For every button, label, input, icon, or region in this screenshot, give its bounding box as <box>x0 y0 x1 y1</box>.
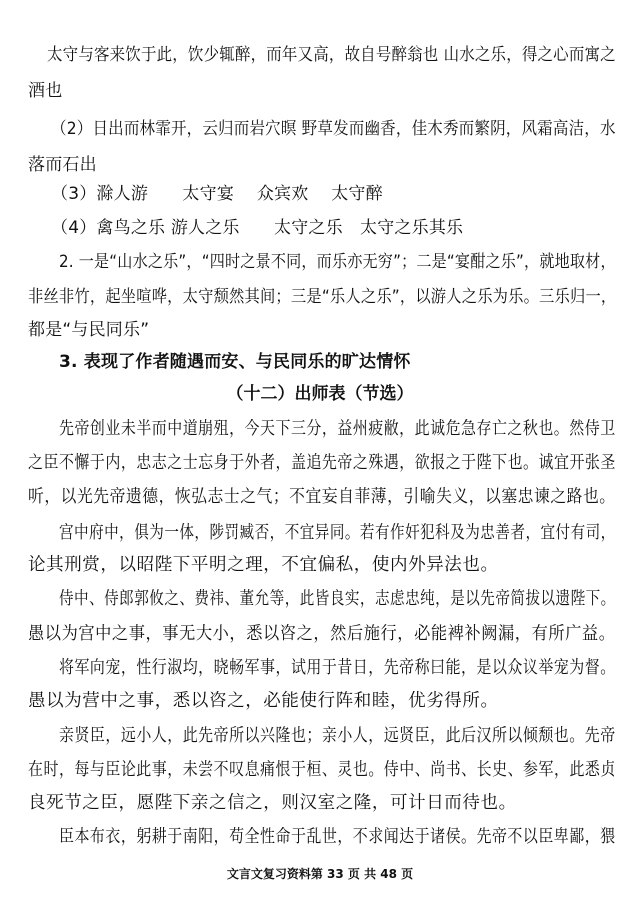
paragraph-3-line-2: 愚以为宫中之事，事无大小，悉以咨之，然后施行，必能裨补阙漏，有所广益。 <box>28 624 616 644</box>
paragraph-5-line-1: 亲贤臣，远小人，此先帝所以兴隆也；亲小人，远贤臣，此后汉所以倾颓也。先帝 <box>59 726 616 746</box>
question-2-answer-line-2: 非丝非竹，起坐喧哗，太守颓然其间；三是“乐人之乐”，以游人之乐为乐。三乐归一， <box>28 287 617 307</box>
paragraph-2-line-2: 论其刑赏，以昭陛下平明之理，不宜偏私，使内外异法也。 <box>28 555 499 575</box>
paragraph-4-line-1: 将军向宠，性行淑均，晓畅军事，试用于昔日，先帝称曰能，是以众议举宠为督。 <box>59 658 616 678</box>
page-footer: 文言文复习资料第 33 页 共 48 页 <box>226 867 414 881</box>
paragraph-1-line-3: 听，以光先帝遗德，恢弘志士之气；不宜妄自菲薄，引喻失义，以塞忠谏之路也。 <box>28 487 616 507</box>
answer-3: （3）滁人游 太守宴 众宾欢 太守醉 <box>51 184 383 204</box>
answer-2-line-1: （2）日出而林霏开，云归而岩穴暝 野草发而幽香，佳木秀而繁阴，风霜高洁，水 <box>51 119 616 139</box>
paragraph-3-line-1: 侍中、侍郎郭攸之、费祎、董允等，此皆良实，志虑忠纯，是以先帝简拔以遗陛下。 <box>59 589 616 609</box>
question-3-answer: 3. 表现了作者随遇而安、与民同乐的旷达情怀 <box>59 352 411 372</box>
paragraph-6-line-1: 臣本布衣，躬耕于南阳，苟全性命于乱世，不求闻达于诸侯。先帝不以臣卑鄙，猥 <box>59 827 616 847</box>
answer-2-line-2: 落而石出 <box>28 155 97 175</box>
answer-4: （4）禽鸟之乐 游人之乐 太守之乐 太守之乐其乐 <box>51 218 464 238</box>
paragraph-5-line-2: 在时，每与臣论此事，未尝不叹息痛恨于桓、灵也。侍中、尚书、长史、参军，此悉贞 <box>28 760 616 780</box>
paragraph-1-line-1: 先帝创业未半而中道崩殂，今天下三分，益州疲敝，此诚危急存亡之秋也。然侍卫 <box>59 419 616 439</box>
paragraph-2-line-1: 宫中府中，俱为一体，陟罚臧否，不宜异同。若有作奸犯科及为忠善者，宜付有司， <box>59 523 616 543</box>
question-2-answer-line-3: 都是“与民同乐” <box>28 320 150 340</box>
answer-1-line-2: 酒也 <box>28 81 63 101</box>
paragraph-5-line-3: 良死节之臣，愿陛下亲之信之，则汉室之隆，可计日而待也。 <box>28 793 517 813</box>
answer-1-line-1: 太守与客来饮于此，饮少辄醉，而年又高，故自号醉翁也 山水之乐，得之心而寓之 <box>47 45 616 65</box>
paragraph-1-line-2: 之臣不懈于内，忠志之士忘身于外者，盖追先帝之殊遇，欲报之于陛下也。诚宜开张圣 <box>28 453 616 473</box>
paragraph-4-line-2: 愚以为营中之事，悉以咨之，必能使行阵和睦，优劣得所。 <box>28 691 499 711</box>
question-2-answer-line-1: 2. 一是“山水之乐”，“四时之景不同，而乐亦无穷”；二是“宴酣之乐”，就地取材， <box>59 252 616 272</box>
section-title: （十二）出师表（节选） <box>226 384 414 404</box>
